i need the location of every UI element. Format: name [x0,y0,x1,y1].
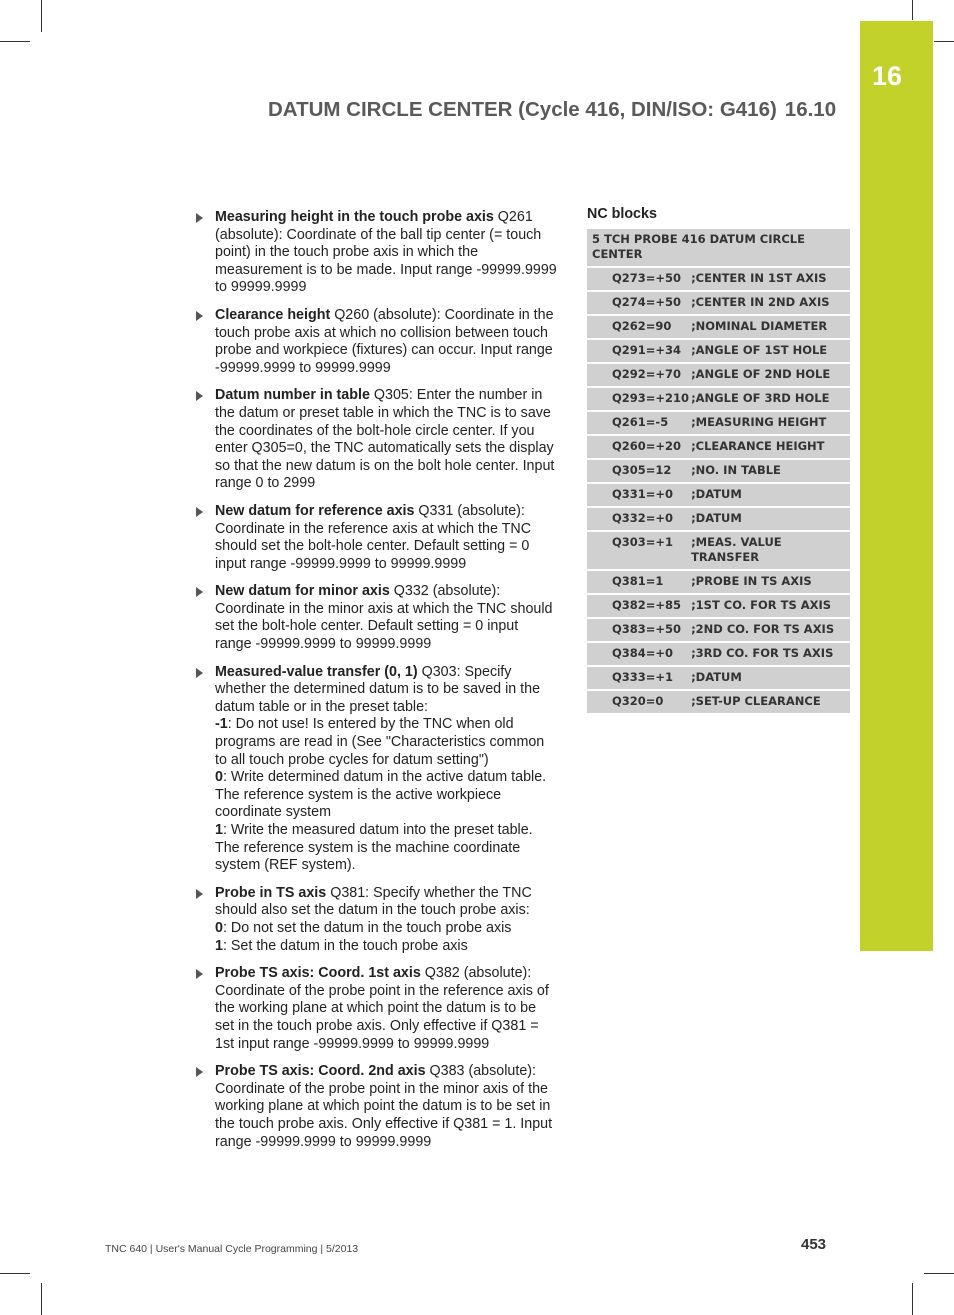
nc-row [587,595,850,619]
nc-parameter: Q320=0 [587,691,689,715]
option-key: 1 [215,937,223,954]
chapter-number: 16 [872,61,903,91]
bullet-triangle-icon [196,507,203,517]
nc-parameter: Q384=+0 [587,643,689,667]
nc-row [587,667,850,691]
nc-row [587,364,850,388]
parameter-description [215,885,558,920]
parameter-text: Q381: Specify whether the TNC should also set the datum in the touch probe axis: [215,884,532,919]
bullet-triangle-icon [196,1067,203,1077]
crop-mark [41,0,42,32]
nc-parameter: Q381=1 [587,571,689,595]
option-key: 0 [215,919,223,936]
parameter-item [196,209,558,297]
nc-comment: ;MEASURING HEIGHT [689,412,850,436]
nc-parameter: Q303=+1 [587,532,689,571]
nc-parameter: Q382=+85 [587,595,689,619]
parameter-option [215,822,558,875]
nc-parameter: Q292=+70 [587,364,689,388]
parameter-description [215,664,558,717]
nc-blocks-table [587,229,850,715]
parameter-name: Measuring height in the touch probe axis [215,209,494,225]
bullet-triangle-icon [196,391,203,401]
option-key: 1 [215,822,223,838]
nc-parameter: Q333=+1 [587,667,689,691]
nc-row [587,532,850,571]
parameter-name: Measured-value transfer (0, 1) [215,663,418,680]
parameter-text: Q382 (absolute): Coordinate of the probe point in the reference axis of the working plane at which point the datum is to be set in the touch probe axis. Only effective if Q381 = 1st input range -99999.9999 to 99999.9999 [215,965,549,1052]
parameter-text: Q305: Enter the number in the datum or preset table in which the TNC is to save the coordinates of the bolt-hole circle center. If you enter Q305=0, the TNC automatically sets the display so that the new datum is on the bolt hole center. Input range 0 to 2999 [215,387,555,492]
parameter-name: Clearance height [215,306,331,323]
nc-header-row [587,229,850,268]
nc-row [587,268,850,292]
nc-row [587,388,850,412]
parameter-text: Q303: Specify whether the determined datum is to be saved in the datum table or in the preset table: [215,663,541,715]
nc-parameter: Q273=+50 [587,268,689,292]
parameter-item [196,583,558,653]
parameter-description [215,1063,558,1151]
parameter-text: Q261 (absolute): Coordinate of the ball tip center (= touch point) in the touch probe axis in which the measurement is to be made. Input range -99999.9999 to 99999.9999 [215,209,557,296]
crop-mark [924,1273,954,1274]
nc-comment: ;DATUM [689,484,850,508]
nc-comment: ;MEAS. VALUE TRANSFER [689,532,850,571]
nc-row [587,691,850,715]
nc-row [587,508,850,532]
nc-parameter: Q291=+34 [587,340,689,364]
crop-mark [0,41,30,42]
parameter-description [215,965,558,1053]
parameter-text: Q332 (absolute): Coordinate in the minor axis at which the TNC should set the bolt-hole center. Default setting = 0 input range -99999.9999 to 99999.9999 [215,583,553,653]
parameter-description [215,209,558,297]
nc-comment: ;1ST CO. FOR TS AXIS [689,595,850,619]
nc-row [587,292,850,316]
crop-mark [934,41,954,42]
nc-parameter: Q274=+50 [587,292,689,316]
nc-header-cell: 5 TCH PROBE 416 DATUM CIRCLE CENTER [587,229,850,268]
crop-mark [0,1273,30,1274]
parameter-name: New datum for minor axis [215,583,390,600]
bullet-triangle-icon [196,311,203,321]
parameter-item [196,307,558,377]
nc-parameter: Q305=12 [587,460,689,484]
nc-row [587,643,850,667]
footer-text: TNC 640 | User's Manual Cycle Programming | 5/2013 [105,1243,359,1255]
nc-comment: ;PROBE IN TS AXIS [689,571,850,595]
nc-parameter: Q332=+0 [587,508,689,532]
parameter-item [196,885,558,955]
nc-row [587,340,850,364]
parameter-text: Q260 (absolute): Coordinate in the touch probe axis at which no collision between touch probe and workpiece (fixtures) can occur. Input range -99999.9999 to 99999.9999 [215,306,554,376]
parameter-option [215,716,558,769]
bullet-triangle-icon [196,668,203,678]
nc-comment: ;CENTER IN 2ND AXIS [689,292,850,316]
crop-mark [912,0,913,20]
crop-mark [41,1283,42,1315]
parameter-option [215,920,558,938]
nc-comment: ;ANGLE OF 1ST HOLE [689,340,850,364]
nc-parameter: Q261=-5 [587,412,689,436]
nc-row [587,460,850,484]
nc-row [587,316,850,340]
parameter-item [196,965,558,1053]
bullet-triangle-icon [196,587,203,597]
bullet-triangle-icon [196,889,203,899]
nc-parameter: Q383=+50 [587,619,689,643]
parameter-name: New datum for reference axis [215,502,415,519]
nc-comment: ;DATUM [689,667,850,691]
nc-comment: ;NO. IN TABLE [689,460,850,484]
chapter-tab [860,21,933,951]
parameter-description [215,387,558,493]
parameter-text: Q331 (absolute): Coordinate in the reference axis at which the TNC should set the bolt-hole center. Default setting = 0 input range -99999.9999 to 99999.9999 [215,502,532,572]
nc-comment: ;2ND CO. FOR TS AXIS [689,619,850,643]
nc-parameter: Q260=+20 [587,436,689,460]
nc-comment: ;ANGLE OF 2ND HOLE [689,364,850,388]
nc-parameter: Q262=90 [587,316,689,340]
crop-mark [912,1283,913,1315]
nc-row [587,436,850,460]
nc-comment: ;ANGLE OF 3RD HOLE [689,388,850,412]
option-key: 0 [215,769,223,786]
nc-row [587,619,850,643]
nc-comment: ;CENTER IN 1ST AXIS [689,268,850,292]
option-key: -1 [215,716,228,733]
parameter-option [215,938,558,956]
nc-comment: ;CLEARANCE HEIGHT [689,436,850,460]
parameter-name: Probe TS axis: Coord. 2nd axis [215,1063,426,1080]
parameter-item [196,1063,558,1151]
parameter-description [215,583,558,653]
nc-blocks-title: NC blocks [587,206,657,222]
nc-row [587,484,850,508]
nc-row [587,412,850,436]
bullet-triangle-icon [196,969,203,979]
option-text: : Do not use! Is entered by the TNC when old programs are read in (See "Characteristics common to all touch probe cycles for datum setting") [215,716,545,768]
parameter-description [215,307,558,377]
parameter-item [196,664,558,875]
parameter-name: Probe TS axis: Coord. 1st axis [215,965,421,982]
nc-comment: ;DATUM [689,508,850,532]
option-text: : Write the measured datum into the preset table. The reference system is the machine coordinate system (REF system). [215,822,533,874]
parameter-name: Datum number in table [215,387,370,404]
nc-parameter: Q331=+0 [587,484,689,508]
nc-row [587,571,850,595]
parameter-text: Q383 (absolute): Coordinate of the probe point in the minor axis of the working plane at which point the datum is to be set in the touch probe axis. Only effective if Q381 = 1. Input range -99999.9999 to 99999.9999 [215,1063,553,1150]
page-number: 453 [801,1236,827,1253]
page-header [268,98,836,122]
section-number: 16.10 [784,98,837,121]
parameter-item [196,387,558,493]
parameter-name: Probe in TS axis [215,884,327,901]
page-title: DATUM CIRCLE CENTER (Cycle 416, DIN/ISO: G416) [268,98,777,121]
option-text: : Write determined datum in the active datum table. The reference system is the active workpiece coordinate system [215,769,547,821]
nc-comment: ;SET-UP CLEARANCE [689,691,850,715]
option-text: : Do not set the datum in the touch probe axis [222,919,512,936]
nc-comment: ;NOMINAL DIAMETER [689,316,850,340]
nc-comment: ;3RD CO. FOR TS AXIS [689,643,850,667]
parameter-option [215,769,558,822]
bullet-triangle-icon [196,213,203,223]
parameter-list [196,209,558,1161]
nc-parameter: Q293=+210 [587,388,689,412]
parameter-item [196,503,558,573]
option-text: : Set the datum in the touch probe axis [222,937,468,954]
parameter-description [215,503,558,573]
